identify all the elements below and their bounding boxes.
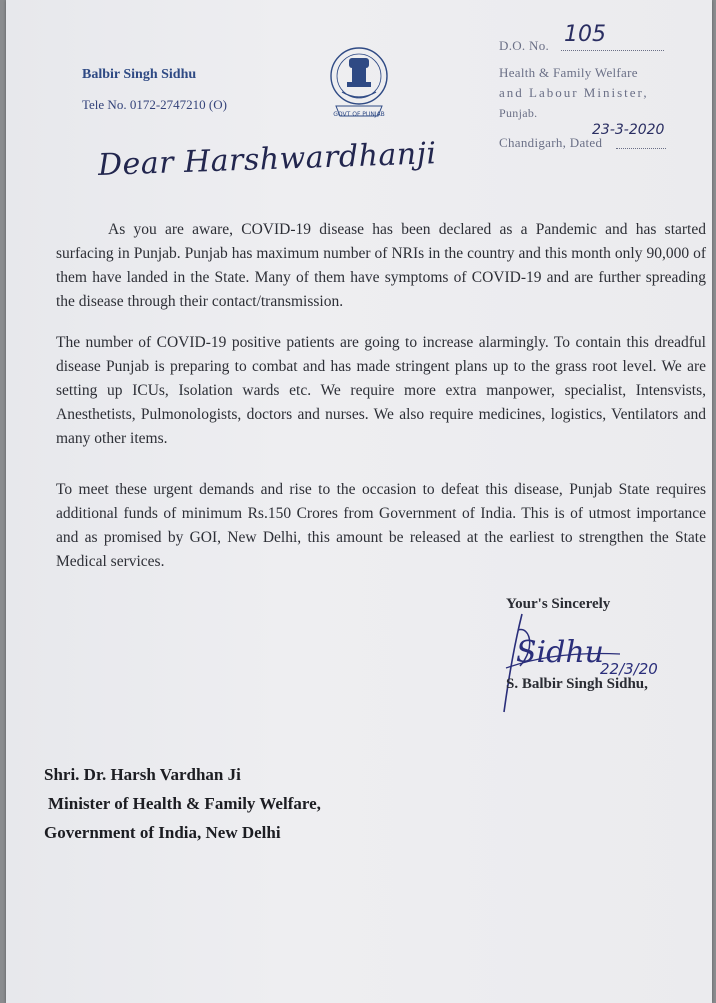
addressee-line: Government of India, New Delhi	[44, 823, 281, 842]
do-number-underline	[561, 50, 664, 51]
addressee-line: Shri. Dr. Harsh Vardhan Ji	[44, 765, 241, 784]
body-paragraph-3: To meet these urgent demands and rise to the occasion to defeat this disease, Punjab State requires additional funds of minimum Rs.150 Crores from Government of India. This is of utmost importance and as promised by GOI, New Delhi, this amount be released at the earliest to strengthen the State Medical services.	[56, 481, 706, 570]
sign-off: Your's Sincerely	[506, 596, 611, 612]
dated-value: 23-3-2020	[592, 122, 665, 138]
dated-label: Chandigarh, Dated	[499, 135, 603, 150]
svg-text:Sidhu: Sidhu	[516, 635, 604, 670]
sender-name: Balbir Singh Sidhu	[82, 67, 197, 82]
do-number-label: D.O. No.	[499, 38, 550, 53]
svg-text:22/3/20: 22/3/20	[600, 660, 658, 678]
addressee-block	[44, 760, 321, 847]
sender-telephone: Tele No. 0172-2747210 (O)	[82, 97, 227, 112]
letter-sheet	[6, 0, 712, 1003]
body-paragraph-1: As you are aware, COVID-19 disease has been declared as a Pandemic and has started surfacing in Punjab. Punjab has maximum number of NRIs in the country and this month only 90,000 of them have landed in the State. Many of them have symptoms of COVID-19 and are further spreading the disease through their contact/transmission.	[56, 221, 706, 310]
do-number: 105	[564, 22, 606, 47]
dated-underline	[616, 148, 666, 149]
signer-name: S. Balbir Singh Sidhu,	[506, 676, 648, 692]
designation-line: and Labour Minister,	[499, 85, 649, 100]
designation-line: Health & Family Welfare	[499, 65, 638, 80]
svg-text:GOVT OF PUNJAB: GOVT OF PUNJAB	[333, 111, 385, 118]
addressee-line: Minister of Health & Family Welfare,	[48, 794, 321, 813]
handwritten-salutation: Dear Harshwardhanji	[97, 136, 438, 183]
designation-line: Punjab.	[499, 106, 538, 120]
body-paragraph-2: The number of COVID-19 positive patients are going to increase alarmingly. To contain this dreadful disease Punjab is preparing to combat and has made stringent plans up to the grass root level. We are setting up ICUs, Isolation wards etc. We require more extra manpower, specialist, Intensvists, Anesthetists, Pulmonologists, doctors and nurses. We also require medicines, logistics, Ventilators and many other items.	[56, 334, 706, 447]
designation	[499, 63, 679, 123]
signature-mark	[500, 608, 700, 718]
emblem-caption	[328, 106, 390, 120]
